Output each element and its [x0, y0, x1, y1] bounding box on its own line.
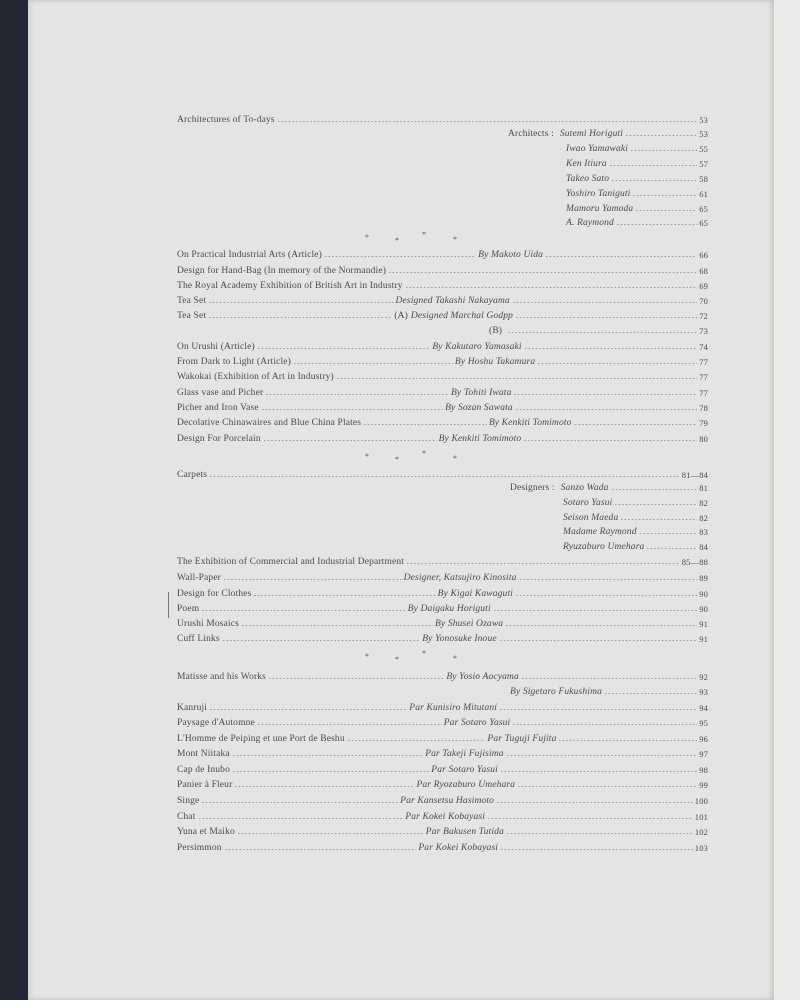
- toc-entry: [566, 216, 708, 229]
- page-number: 90: [699, 603, 708, 614]
- entry-credit: By Yonosuke Inoue: [422, 633, 497, 644]
- dot-leader: [268, 678, 444, 679]
- entry-title: Urushi Mosaics: [177, 618, 239, 629]
- dot-leader: [521, 678, 697, 679]
- entry-credit: Par Sotaro Yasui: [431, 764, 498, 775]
- page-number: 69: [699, 280, 708, 291]
- entry-credit: Designed Marchal Godpp: [410, 310, 514, 321]
- page-number: 61: [699, 188, 708, 199]
- dot-leader: [201, 610, 405, 611]
- toc-entry: [177, 555, 708, 568]
- separator-star: *: [395, 655, 399, 664]
- toc-entry: [563, 525, 708, 538]
- dot-leader: [201, 802, 398, 803]
- entry-title: Mont Niitaka: [177, 748, 230, 759]
- entry-credit: Par Kokei Kobayasi: [418, 842, 499, 853]
- dot-leader: [223, 579, 402, 580]
- toc-entry: [510, 481, 708, 494]
- toc-entry: [177, 355, 708, 368]
- dot-leader: [388, 272, 697, 273]
- entry-title: Wall-Paper: [177, 572, 221, 583]
- entry-credit: Par Tuguji Fujita: [487, 733, 557, 744]
- page-number: 73: [699, 325, 708, 336]
- page-number: 102: [694, 826, 709, 837]
- person-name: Madame Raymond: [563, 526, 637, 537]
- page-number: 65: [699, 217, 708, 228]
- dot-leader: [405, 287, 698, 288]
- toc-entry: [177, 841, 708, 854]
- page-number: 68: [699, 265, 708, 276]
- dot-leader: [209, 476, 680, 477]
- toc-entry: [177, 632, 708, 645]
- dot-leader: [646, 548, 697, 549]
- entry-credit: Par Kansetsu Hasimoto: [400, 795, 495, 806]
- dot-leader: [515, 317, 697, 318]
- dot-leader: [604, 693, 697, 694]
- toc-entry: [177, 794, 708, 807]
- separator-star: *: [422, 230, 426, 239]
- page-number: 91: [699, 633, 709, 644]
- dot-leader: [263, 440, 437, 441]
- page-number: 53: [699, 114, 708, 125]
- entry-title: L'Homme de Peiping et une Port de Beshu: [177, 733, 345, 744]
- dot-leader: [630, 150, 697, 151]
- page-number: 81—84: [681, 469, 708, 480]
- entry-title: The Exhibition of Commercial and Industrial Department: [177, 556, 405, 567]
- dot-leader: [257, 348, 431, 349]
- entry-credit: By Sozan Sawata: [445, 402, 513, 413]
- toc-entry: [177, 716, 708, 729]
- person-name: Seison Maeda: [563, 512, 619, 523]
- separator-star: *: [395, 236, 399, 245]
- dot-leader: [232, 755, 423, 756]
- dot-leader: [558, 740, 697, 741]
- toc-entry: [177, 810, 708, 823]
- entry-credit: By Hoshu Takamura: [454, 356, 536, 367]
- entry-title: Glass vase and Picher: [177, 387, 264, 398]
- toc-entry: [177, 670, 708, 683]
- toc-entry: [177, 113, 708, 126]
- toc-entry: [177, 248, 708, 261]
- page-number: 78: [699, 402, 709, 413]
- entry-title: The Royal Academy Exhibition of British Art in Industry: [177, 280, 403, 291]
- dot-leader: [232, 771, 429, 772]
- dot-leader: [611, 489, 698, 490]
- page-number: 58: [699, 173, 708, 184]
- dot-leader: [324, 256, 476, 257]
- page-number: 98: [699, 764, 708, 775]
- entry-credit: Par Ryozaburo Umehara: [416, 779, 516, 790]
- dot-leader: [515, 409, 697, 410]
- page-number: 55: [699, 143, 708, 154]
- entry-title: On Urushi (Article): [177, 341, 255, 352]
- dot-leader: [500, 771, 697, 772]
- book-page: [28, 0, 774, 1000]
- person-name: Takeo Sato: [566, 173, 610, 184]
- page-number: 80: [699, 433, 708, 444]
- dot-leader: [487, 818, 693, 819]
- dot-leader: [625, 135, 697, 136]
- dot-leader: [537, 363, 697, 364]
- toc-entry: [177, 602, 708, 615]
- page-number: 99: [699, 779, 709, 790]
- adjacent-page-edge: [774, 0, 800, 1000]
- person-name: Sanzo Wada: [560, 482, 609, 493]
- entry-title: Design For Porcelain: [177, 433, 261, 444]
- background-left-edge: [0, 0, 28, 1000]
- dot-leader: [506, 755, 697, 756]
- separator-star: *: [365, 452, 369, 461]
- toc-entry: [566, 142, 708, 155]
- entry-credit: Par Kokei Kobayasi: [405, 811, 486, 822]
- dot-leader: [614, 504, 697, 505]
- entry-title: Cap de Inubo: [177, 764, 230, 775]
- entry-credit: By Yosio Aocyama: [446, 671, 519, 682]
- dot-leader: [336, 378, 697, 379]
- toc-entry: [177, 340, 708, 353]
- dot-leader: [505, 625, 697, 626]
- entry-title: Architectures of To-days: [177, 114, 275, 125]
- toc-entry: [177, 825, 708, 838]
- page-number: 85—88: [681, 556, 708, 567]
- dot-leader: [208, 317, 390, 318]
- entry-title: Design for Clothes: [177, 588, 252, 599]
- entry-credit: Par Sotaro Yasui: [443, 717, 511, 728]
- page-number: 89: [699, 572, 709, 583]
- page-number: 77: [699, 356, 708, 367]
- page-number: 77: [699, 387, 709, 398]
- dot-leader: [499, 640, 697, 641]
- entry-title: Yuna et Maiko: [177, 826, 235, 837]
- dot-leader: [209, 709, 407, 710]
- dot-leader: [241, 625, 433, 626]
- entry-title: Picher and Iron Vase: [177, 402, 259, 413]
- toc-entry: [566, 157, 708, 170]
- dot-leader: [493, 610, 697, 611]
- entry-variant-mark: (B): [489, 325, 503, 336]
- separator-star: *: [422, 449, 426, 458]
- separator-star: *: [365, 233, 369, 242]
- dot-leader: [208, 302, 393, 303]
- entry-title: Poem: [177, 603, 200, 614]
- entry-title: Decolative Chinawaires and Blue China Plates: [177, 417, 362, 428]
- dot-leader: [620, 519, 697, 520]
- entry-credit: By Daigaku Horiguti: [407, 603, 491, 614]
- entry-title: Panier à Fleur: [177, 779, 233, 790]
- dot-leader: [347, 740, 486, 741]
- entry-title: Chat: [177, 811, 196, 822]
- page-number: 96: [699, 733, 708, 744]
- dot-leader: [616, 224, 697, 225]
- entry-title: Matisse and his Works: [177, 671, 267, 682]
- dot-leader: [545, 256, 697, 257]
- toc-entry: [177, 571, 708, 584]
- entry-credit: By Sigetaro Fukushima: [510, 686, 602, 697]
- page-number: 103: [694, 842, 708, 853]
- dot-leader: [519, 579, 698, 580]
- entry-title: Cuff Links: [177, 633, 220, 644]
- entry-credit: Par Bakusen Tutida: [425, 826, 504, 837]
- entry-credit: Designer, Katsujiro Kinosita: [403, 572, 517, 583]
- toc-entry: [177, 468, 708, 481]
- page-number: 77: [699, 371, 708, 382]
- page-number: 74: [699, 341, 709, 352]
- entry-credit: Par Kunisiro Mitutani: [409, 702, 498, 713]
- page-number: 97: [699, 748, 708, 759]
- dot-leader: [524, 348, 698, 349]
- person-name: A. Raymond: [566, 217, 614, 228]
- entry-title: Paysage d'Automne: [177, 717, 255, 728]
- dot-leader: [222, 640, 420, 641]
- toc-entry: [566, 202, 708, 215]
- page-number: 57: [699, 158, 708, 169]
- entry-title: Carpets: [177, 469, 208, 480]
- dot-leader: [574, 424, 698, 425]
- page-number: 100: [694, 795, 708, 806]
- person-name: Ken Itiura: [566, 158, 607, 169]
- dot-leader: [632, 195, 697, 196]
- page-number: 93: [699, 686, 708, 697]
- separator-star: *: [453, 454, 457, 463]
- toc-entry: [177, 386, 708, 399]
- dot-leader: [265, 394, 449, 395]
- page-number: 70: [699, 295, 708, 306]
- entry-variant-mark: (A): [394, 310, 408, 321]
- toc-entry: [177, 432, 708, 445]
- toc-entry: [177, 747, 708, 760]
- person-name: Iwao Yamawaki: [566, 143, 629, 154]
- entry-title: Singe: [177, 795, 200, 806]
- entry-credit: By Kenkiti Tomimoto: [438, 433, 522, 444]
- person-name: Mamoru Yamoda: [566, 203, 634, 214]
- dot-leader: [513, 394, 697, 395]
- dot-leader: [257, 724, 442, 725]
- page-number: 66: [699, 249, 709, 260]
- entry-title: Wakokai (Exhibition of Art in Industry): [177, 371, 334, 382]
- dot-leader: [406, 563, 680, 564]
- dot-leader: [611, 180, 697, 181]
- page-number: 83: [699, 526, 708, 537]
- entry-credit: By Makoto Uida: [478, 249, 544, 260]
- page-number: 91: [699, 618, 708, 629]
- entry-title: Tea Set: [177, 310, 207, 321]
- dot-leader: [515, 595, 697, 596]
- toc-entry: [177, 701, 708, 714]
- dot-leader: [523, 440, 697, 441]
- dot-leader: [517, 786, 697, 787]
- list-label: Designers :: [510, 482, 555, 493]
- page-number: 65: [699, 203, 708, 214]
- toc-entry: [177, 324, 708, 337]
- dot-leader: [253, 595, 435, 596]
- dot-leader: [277, 121, 697, 122]
- person-name: Ryuzaburo Umehara: [563, 541, 645, 552]
- entry-title: Kanruji: [177, 702, 208, 713]
- separator-star: *: [453, 235, 457, 244]
- separator-star: *: [395, 455, 399, 464]
- toc-entry: [566, 187, 708, 200]
- toc-entry: [177, 370, 708, 383]
- entry-title: Design for Hand-Bag (In memory of the Normandie): [177, 265, 387, 276]
- page-number: 53: [699, 128, 708, 139]
- entry-title: From Dark to Light (Article): [177, 356, 291, 367]
- toc-entry: [177, 294, 708, 307]
- dot-leader: [506, 833, 693, 834]
- toc-entry: [177, 732, 708, 745]
- separator-star: *: [422, 649, 426, 658]
- entry-title: Tea Set: [177, 295, 207, 306]
- toc-entry: [563, 540, 708, 553]
- person-name: Sutemi Horiguti: [559, 128, 624, 139]
- dot-leader: [363, 424, 487, 425]
- dot-leader: [609, 165, 697, 166]
- dot-leader: [496, 802, 693, 803]
- entry-title: On Practical Industrial Arts (Article): [177, 249, 322, 260]
- person-name: Sotaro Yasui: [563, 497, 613, 508]
- entry-title: Persimmon: [177, 842, 222, 853]
- entry-credit: By Kenkiti Tomimoto: [488, 417, 572, 428]
- entry-credit: By Shusei Ozawa: [434, 618, 504, 629]
- toc-entry: [177, 617, 708, 630]
- toc-entry: [177, 416, 708, 429]
- separator-star: *: [453, 654, 457, 663]
- page-number: 95: [699, 717, 709, 728]
- page-number: 82: [699, 497, 708, 508]
- dot-leader: [224, 849, 417, 850]
- dot-leader: [293, 363, 453, 364]
- page-number: 79: [699, 417, 708, 428]
- dot-leader: [499, 709, 697, 710]
- person-name: Yoshiro Taniguti: [566, 188, 631, 199]
- entry-credit: Par Takeji Fujisima: [425, 748, 504, 759]
- dot-leader: [198, 818, 404, 819]
- page-number: 72: [699, 310, 708, 321]
- toc-entry: [563, 496, 708, 509]
- dot-leader: [507, 332, 697, 333]
- toc-entry: [177, 587, 708, 600]
- dot-leader: [639, 533, 698, 534]
- list-label: Architects :: [508, 128, 554, 139]
- margin-bracket: [168, 592, 171, 618]
- toc-entry: [177, 264, 708, 277]
- page-number: 101: [694, 811, 708, 822]
- toc-entry: [508, 127, 708, 140]
- page-number: 81: [699, 482, 708, 493]
- entry-credit: By Kigai Kawaguti: [437, 588, 514, 599]
- dot-leader: [261, 409, 443, 410]
- page-number: 94: [699, 702, 709, 713]
- toc-entry: [510, 685, 708, 698]
- toc-entry: [563, 511, 708, 524]
- entry-credit: By Tohiti Iwata: [450, 387, 512, 398]
- dot-leader: [500, 849, 693, 850]
- dot-leader: [512, 302, 697, 303]
- dot-leader: [512, 724, 697, 725]
- toc-entry: [177, 763, 708, 776]
- toc-entry: [177, 401, 708, 414]
- page-number: 90: [699, 588, 708, 599]
- toc-entry: [177, 279, 708, 292]
- toc-entry: [566, 172, 708, 185]
- dot-leader: [237, 833, 424, 834]
- page-number: 92: [699, 671, 708, 682]
- page-number: 84: [699, 541, 708, 552]
- toc-entry: [177, 309, 708, 322]
- entry-credit: Designed Takashi Nakayama: [395, 295, 510, 306]
- entry-credit: By Kakutaro Yamasaki: [432, 341, 522, 352]
- dot-leader: [234, 786, 414, 787]
- toc-entry: [177, 778, 708, 791]
- separator-star: *: [365, 652, 369, 661]
- dot-leader: [635, 210, 697, 211]
- page-number: 82: [699, 512, 708, 523]
